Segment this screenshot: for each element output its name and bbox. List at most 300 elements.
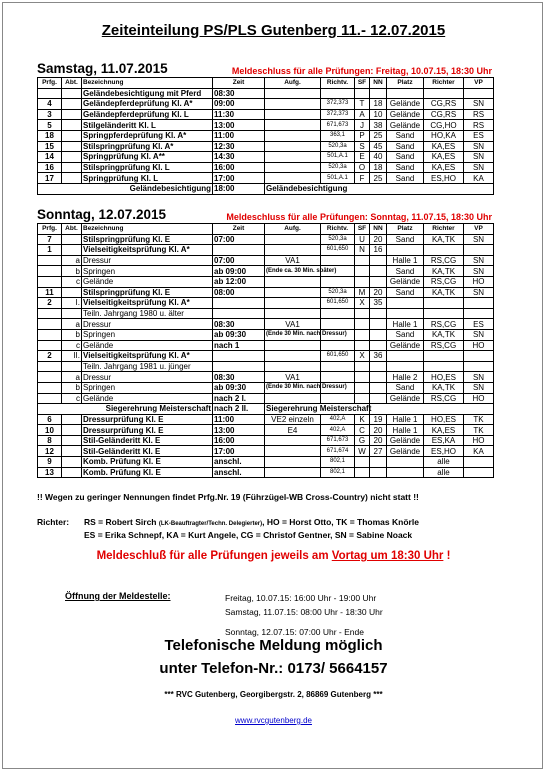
cell-richtv: 601,650 (321, 245, 355, 256)
cell-zeit: 08:30 (213, 319, 265, 330)
cell-platz: Sand (387, 266, 424, 277)
cell-nn: 25 (370, 173, 387, 184)
cell-nn: 25 (370, 130, 387, 141)
cell-vp (464, 298, 494, 309)
deadline-notice-text: Meldeschluß für alle Prüfungen jeweils am (96, 550, 332, 562)
cell-platz: Gelände (387, 435, 424, 446)
cell-bezeichnung: Springpferdeprüfung Kl. A* (82, 130, 213, 141)
cell-vp: KA (464, 446, 494, 457)
cell-bezeichnung: Komb. Prüfung Kl. E (82, 457, 213, 468)
cell-aufg (265, 88, 321, 99)
header-nn: NN (370, 224, 387, 235)
cell-sf: U (355, 234, 370, 245)
cell-prfg: 11 (38, 287, 62, 298)
cell-zeit: 13:00 (213, 425, 265, 436)
cell-bezeichnung: Stil-Geländeritt Kl. E (82, 435, 213, 446)
cell-bezeichnung: Vielseitigkeitsprüfung Kl. A* (82, 351, 213, 362)
cancellation-notice: !! Wegen zu geringer Nennungen findet Prfg.Nr. 19 (Führzügel-WB Cross-Country) nicht statt !! (37, 492, 419, 502)
cell-prfg: 17 (38, 173, 62, 184)
office-opening-times (225, 591, 383, 639)
cell-richter: RS,CG (424, 319, 464, 330)
cell-richter: alle (424, 467, 464, 478)
cell-bezeichnung: Komb. Prüfung Kl. E (82, 467, 213, 478)
cell-zeit: 11:00 (213, 414, 265, 425)
cell-richtv: 520,3a (321, 234, 355, 245)
cell-abt: a (62, 319, 82, 330)
cell-aufg (265, 234, 321, 245)
cell-richter: KA,ES (424, 141, 464, 152)
cell-platz: Halle 2 (387, 372, 424, 383)
cell-bezeichnung: Dressurprüfung Kl. E (82, 425, 213, 436)
cell-sf: T (355, 99, 370, 110)
cell-abt: II. (62, 351, 82, 362)
cell-sf (355, 340, 370, 351)
cell-aufg (265, 393, 321, 404)
cell-prfg: 5 (38, 120, 62, 131)
cell-zeit: 08:00 (213, 287, 265, 298)
cell-prfg (38, 372, 62, 383)
cell-richter: RS,CG (424, 340, 464, 351)
header-platz: Platz (387, 78, 424, 89)
cell-richtv (321, 308, 355, 319)
cell-prfg: 6 (38, 414, 62, 425)
footer-zeit: 18:00 (213, 183, 265, 194)
cell-abt (62, 467, 82, 478)
cell-zeit: nach 1 (213, 340, 265, 351)
cell-platz: Gelände (387, 99, 424, 110)
saturday-heading: Samstag, 11.07.2015 (37, 61, 168, 76)
cell-richter (424, 308, 464, 319)
cell-nn: 16 (370, 245, 387, 256)
cell-nn (370, 361, 387, 372)
cell-zeit: 13:00 (213, 120, 265, 131)
cell-zeit: ab 09:30 (213, 329, 265, 340)
table-row (38, 141, 494, 152)
cell-prfg (38, 361, 62, 372)
cell-bezeichnung: Teiln. Jahrgang 1980 u. älter (82, 308, 213, 319)
header-sf: SF (355, 224, 370, 235)
cell-richtv (321, 255, 355, 266)
cell-vp: SN (464, 152, 494, 163)
table-row (38, 308, 494, 319)
cell-platz (387, 361, 424, 372)
cell-aufg: (Ende 30 Min. nach Dressur) (265, 329, 321, 340)
header-abt: Abt. (62, 78, 82, 89)
cell-aufg: (Ende ca. 30 Min. später) (265, 266, 321, 277)
cell-richtv: 520,3a (321, 141, 355, 152)
cell-richter: CG,RS (424, 109, 464, 120)
cell-bezeichnung: Dressur (82, 372, 213, 383)
website-link[interactable]: www.rvcgutenberg.de (235, 716, 312, 725)
cell-richtv: 372,373 (321, 99, 355, 110)
cell-aufg: VA1 (265, 372, 321, 383)
cell-zeit: 12:30 (213, 141, 265, 152)
header-richtv: Richtv. (321, 224, 355, 235)
cell-prfg: 9 (38, 457, 62, 468)
cell-richtv: 802,1 (321, 457, 355, 468)
cell-sf (355, 393, 370, 404)
cell-richter: alle (424, 457, 464, 468)
table-row (38, 298, 494, 309)
cell-prfg: 10 (38, 425, 62, 436)
cell-nn: 10 (370, 109, 387, 120)
table-row (38, 393, 494, 404)
cell-abt (62, 152, 82, 163)
cell-richtv (321, 361, 355, 372)
cell-vp: SN (464, 266, 494, 277)
table-row (38, 435, 494, 446)
table-row (38, 88, 494, 99)
cell-zeit: anschl. (213, 467, 265, 478)
cell-prfg (38, 340, 62, 351)
cell-nn (370, 319, 387, 330)
cell-abt: c (62, 393, 82, 404)
table-row (38, 152, 494, 163)
cell-zeit: anschl. (213, 457, 265, 468)
cell-vp: ES (464, 130, 494, 141)
cell-nn (370, 467, 387, 478)
cell-vp: RS (464, 120, 494, 131)
cell-sf: X (355, 298, 370, 309)
deadline-notice-emphasis: Vortag um 18:30 Uhr (331, 550, 444, 562)
cell-platz: Gelände (387, 340, 424, 351)
cell-empty (370, 404, 494, 415)
cell-sf (355, 372, 370, 383)
header-sf: SF (355, 78, 370, 89)
table-row (38, 351, 494, 362)
cell-bezeichnung: Gelände (82, 276, 213, 287)
cell-bezeichnung: Springprüfung Kl. A** (82, 152, 213, 163)
cell-platz (387, 245, 424, 256)
cell-platz: Sand (387, 162, 424, 173)
cell-nn: 18 (370, 99, 387, 110)
cell-nn (370, 340, 387, 351)
cell-zeit (213, 361, 265, 372)
cell-vp: SN (464, 162, 494, 173)
cell-vp: RS (464, 109, 494, 120)
cell-bezeichnung: Vielseitigkeitsprüfung Kl. A* (82, 298, 213, 309)
cell-richtv (321, 276, 355, 287)
cell-aufg (265, 109, 321, 120)
cell-nn (370, 276, 387, 287)
cell-richter: ES,KA (424, 435, 464, 446)
cell-aufg: VE2 einzeln (265, 414, 321, 425)
cell-abt (62, 308, 82, 319)
cell-aufg (265, 276, 321, 287)
cell-richter (424, 351, 464, 362)
cell-richtv: 501,A.1 (321, 173, 355, 184)
cell-prfg: 14 (38, 152, 62, 163)
header-platz: Platz (387, 224, 424, 235)
cell-vp (464, 351, 494, 362)
cell-nn: 18 (370, 162, 387, 173)
cell-aufg (265, 99, 321, 110)
phone-number: unter Telefon-Nr.: 0173/ 5664157 (159, 660, 388, 677)
cell-zeit: 17:00 (213, 173, 265, 184)
cell-platz: Halle 1 (387, 319, 424, 330)
cell-aufg: VA1 (265, 255, 321, 266)
saturday-deadline: Meldeschluss für alle Prüfungen: Freitag, 10.07.15, 18:30 Uhr (231, 66, 492, 76)
cell-bezeichnung: Vielseitigkeitsprüfung Kl. A* (82, 245, 213, 256)
cell-bezeichnung: Geländepferdeprüfung Kl. L (82, 109, 213, 120)
cell-nn (370, 329, 387, 340)
cell-zeit: ab 12:00 (213, 276, 265, 287)
cell-sf (355, 255, 370, 266)
cell-bezeichnung: Dressur (82, 319, 213, 330)
cell-vp (464, 457, 494, 468)
cell-richtv: 802,1 (321, 467, 355, 478)
cell-platz: Halle 1 (387, 414, 424, 425)
cell-nn (370, 308, 387, 319)
cell-prfg (38, 319, 62, 330)
cell-bezeichnung: Geländepferdeprüfung Kl. A* (82, 99, 213, 110)
cell-abt: I. (62, 298, 82, 309)
cell-vp: HO (464, 340, 494, 351)
table-row (38, 276, 494, 287)
cell-zeit: ab 09:30 (213, 382, 265, 393)
table-row (38, 99, 494, 110)
header-aufg: Aufg. (265, 78, 321, 89)
cell-richtv: 520,3a (321, 287, 355, 298)
cell-platz (387, 351, 424, 362)
cell-nn (370, 393, 387, 404)
cell-aufg (265, 120, 321, 131)
cell-aufgabe: Siegerehrung Meisterschaft (266, 404, 372, 414)
cell-nn (370, 382, 387, 393)
cell-platz: Gelände (387, 393, 424, 404)
cell-abt (62, 88, 82, 99)
cell-platz: Halle 1 (387, 425, 424, 436)
table-row (38, 162, 494, 173)
cell-prfg (38, 329, 62, 340)
cell-platz: Sand (387, 382, 424, 393)
header-abt: Abt. (62, 224, 82, 235)
cell-platz (387, 457, 424, 468)
cell-vp: HO (464, 435, 494, 446)
cell-aufg (265, 457, 321, 468)
cell-richter: KA,TK (424, 329, 464, 340)
cell-nn: 20 (370, 435, 387, 446)
cell-sf: S (355, 141, 370, 152)
sunday-schedule-table (37, 223, 494, 478)
header-prfg: Prfg. (38, 78, 62, 89)
cell-sf: X (355, 351, 370, 362)
cell-vp (464, 88, 494, 99)
cell-abt (62, 435, 82, 446)
cell-prfg: 15 (38, 141, 62, 152)
header-richtv: Richtv. (321, 78, 355, 89)
cell-richtv: 671,673 (321, 435, 355, 446)
cell-richtv: 601,650 (321, 298, 355, 309)
cell-platz: Gelände (387, 446, 424, 457)
cell-richtv: 671,674 (321, 446, 355, 457)
cell-aufg: (Ende 30 Min. nach Dressur) (265, 382, 321, 393)
cell-richtv: 520,3a (321, 162, 355, 173)
cell-bezeichnung: Geländebesichtigung mit Pferd (82, 88, 213, 99)
cell-richter: KA,TK (424, 234, 464, 245)
opening-time-sunday: Sonntag, 12.07.15: 07:00 Uhr - Ende (225, 627, 364, 637)
cell-richter: CG,HO (424, 120, 464, 131)
header-richter: Richter (424, 78, 464, 89)
cell-abt: b (62, 266, 82, 277)
cell-vp: ES (464, 319, 494, 330)
cell-bezeichnung: Springprüfung Kl. L (82, 173, 213, 184)
cell-richtv: 601,650 (321, 351, 355, 362)
cell-aufg (265, 298, 321, 309)
cell-zeit: 14:30 (213, 152, 265, 163)
cell-sf: G (355, 435, 370, 446)
cell-vp: TK (464, 425, 494, 436)
cell-nn (370, 457, 387, 468)
cell-zeit: nach 2 I. (213, 393, 265, 404)
cell-platz: Gelände (387, 276, 424, 287)
cell-richter: KA,ES (424, 152, 464, 163)
cell-richter (424, 245, 464, 256)
cell-richter: KA,ES (424, 162, 464, 173)
cell-platz: Gelände (387, 109, 424, 120)
cell-richtv: 363,1 (321, 130, 355, 141)
judges-line1-end: , HO = Horst Otto, TK = Thomas Knörle (262, 517, 419, 527)
cell-zeit: 16:00 (213, 435, 265, 446)
header-zeit: Zeit (213, 224, 265, 235)
header-bezeichnung: Bezeichnung (82, 78, 213, 89)
cell-abt (62, 457, 82, 468)
cell-platz (387, 88, 424, 99)
cell-bezeichnung: Stilspringprüfung Kl. A* (82, 141, 213, 152)
cell-aufg (265, 361, 321, 372)
cell-abt: c (62, 276, 82, 287)
cell-aufg: VA1 (265, 319, 321, 330)
cell-vp: SN (464, 287, 494, 298)
cell-nn (370, 88, 387, 99)
cell-richter: KA,TK (424, 266, 464, 277)
cell-sf: J (355, 120, 370, 131)
header-bezeichnung: Bezeichnung (82, 224, 213, 235)
cell-vp: KA (464, 173, 494, 184)
judges-line1-role: (LK-Beauftragter/Techn. Delegierter) (158, 521, 263, 527)
table-header-row (38, 78, 494, 89)
table-row (38, 120, 494, 131)
cell-prfg: 4 (38, 99, 62, 110)
cell-bezeichnung: Stilspringprüfung Kl. L (82, 162, 213, 173)
cell-aufg (265, 173, 321, 184)
cell-bezeichnung: Gelände (82, 393, 213, 404)
cell-nn: 27 (370, 446, 387, 457)
cell-vp: SN (464, 141, 494, 152)
cell-prfg: 18 (38, 130, 62, 141)
cell-vp: HO (464, 276, 494, 287)
table-row (38, 245, 494, 256)
cell-sf (355, 319, 370, 330)
header-vp: VP (464, 78, 494, 89)
deadline-notice (0, 550, 547, 562)
cell-abt (62, 130, 82, 141)
cell-prfg: 12 (38, 446, 62, 457)
cell-vp: SN (464, 372, 494, 383)
cell-prfg: 7 (38, 234, 62, 245)
cell-richtv (321, 319, 355, 330)
cell-sf (355, 382, 370, 393)
deadline-notice-end: ! (443, 550, 451, 562)
cell-abt (62, 162, 82, 173)
cell-richtv: 402,A (321, 425, 355, 436)
cell-richter: HO,ES (424, 372, 464, 383)
cell-prfg (38, 393, 62, 404)
table-row (38, 414, 494, 425)
cell-vp (464, 467, 494, 478)
table-row (38, 255, 494, 266)
cell-nn: 38 (370, 120, 387, 131)
table-row (38, 173, 494, 184)
cell-prfg: 8 (38, 435, 62, 446)
cell-abt (62, 414, 82, 425)
cell-nn (370, 372, 387, 383)
cell-zeit: 08:30 (213, 372, 265, 383)
cell-platz: Sand (387, 130, 424, 141)
table-row (38, 319, 494, 330)
cell-aufg (265, 446, 321, 457)
cell-prfg (38, 266, 62, 277)
cell-abt (62, 109, 82, 120)
cell-bezeichnung: Siegerehrung Meisterschaft (38, 404, 213, 415)
cell-prfg: 16 (38, 162, 62, 173)
cell-sf (355, 467, 370, 478)
cell-abt: b (62, 382, 82, 393)
cell-platz: Sand (387, 287, 424, 298)
cell-platz (387, 467, 424, 478)
cell-sf: O (355, 162, 370, 173)
cell-sf: C (355, 425, 370, 436)
cell-aufg (265, 141, 321, 152)
cell-abt (62, 245, 82, 256)
cell-sf (355, 329, 370, 340)
cell-richtv (321, 393, 355, 404)
cell-nn: 20 (370, 425, 387, 436)
cell-abt (62, 446, 82, 457)
table-row (38, 457, 494, 468)
table-row (38, 446, 494, 457)
cell-prfg: 13 (38, 467, 62, 478)
cell-aufg (265, 340, 321, 351)
cell-prfg (38, 88, 62, 99)
office-opening-label: Öffnung der Meldestelle: (65, 591, 171, 601)
header-vp: VP (464, 224, 494, 235)
cell-abt (62, 425, 82, 436)
cell-bezeichnung: Dressur (82, 255, 213, 266)
header-nn: NN (370, 78, 387, 89)
table-row (38, 467, 494, 478)
cell-aufg: E4 (265, 425, 321, 436)
cell-richtv: 372,373 (321, 109, 355, 120)
cell-bezeichnung: Dressurprüfung Kl. E (82, 414, 213, 425)
cell-bezeichnung: Stilgeländeritt Kl. L (82, 120, 213, 131)
cell-nn (370, 255, 387, 266)
cell-bezeichnung: Gelände (82, 340, 213, 351)
cell-zeit: 17:00 (213, 446, 265, 457)
cell-bezeichnung: Springen (82, 329, 213, 340)
cell-abt: b (62, 329, 82, 340)
cell-zeit (213, 351, 265, 362)
cell-aufg (265, 152, 321, 163)
cell-prfg (38, 308, 62, 319)
cell-aufg (265, 287, 321, 298)
cell-vp: SN (464, 382, 494, 393)
cell-bezeichnung: Springen (82, 266, 213, 277)
cell-platz: Sand (387, 234, 424, 245)
cell-sf: A (355, 109, 370, 120)
cell-zeit: 07:00 (213, 255, 265, 266)
cell-sf: K (355, 414, 370, 425)
